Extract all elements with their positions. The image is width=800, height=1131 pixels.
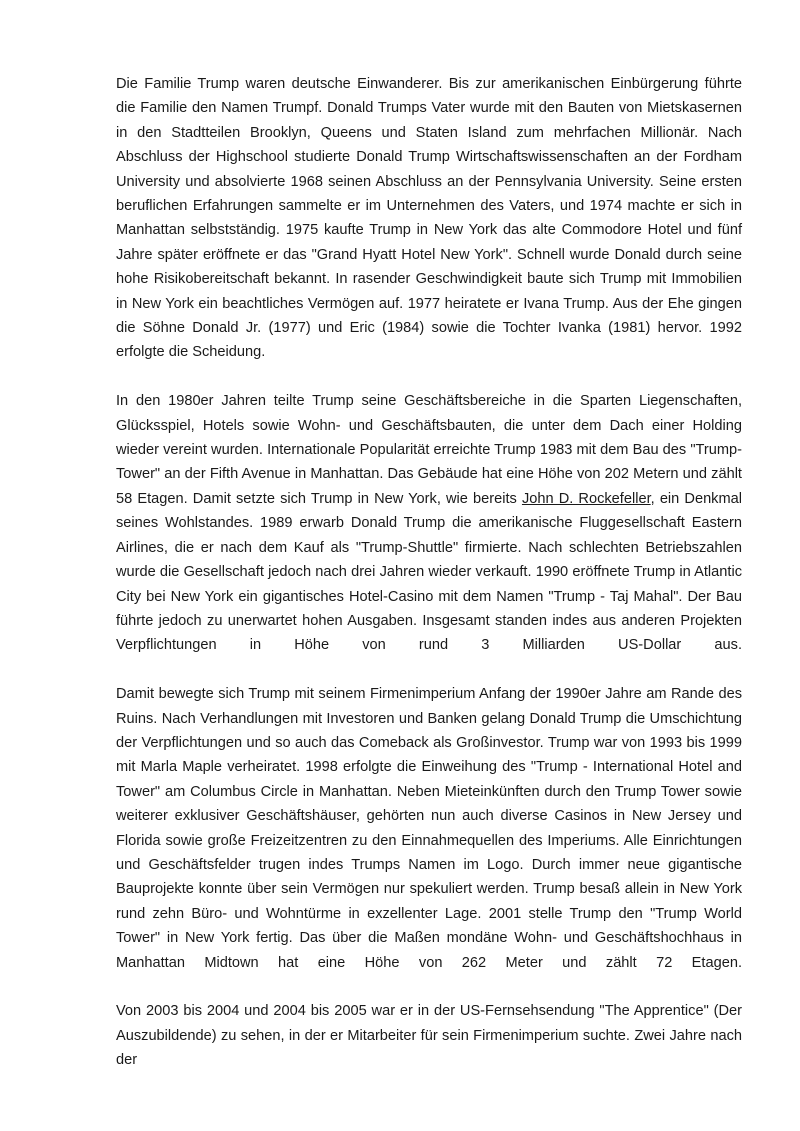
paragraph-1990s-comeback: Damit bewegte sich Trump mit seinem Firmenimperium Anfang der 1990er Jahre am Rande des Ruins. Nach Verhandlungen mit Investoren und Banken gelang Donald Trump die Umschichtung der Verpflichtungen und so auch das Comeback als Großinvestor. Trump war von 1993 bis 1999 mit Marla Maple verheiratet. 1998 erfolgte die Einweihung des "Trump - International Hotel and Tower" am Columbus Circle in Manhattan. Neben Mieteinkünften durch den Trump Tower sowie weiterer exklusiver Geschäftshäuser, gehörten nun auch diverse Casinos in New Jersey und Florida sowie große Freizeitzentren zu den Einnahmequellen des Imperiums. Alle Einrichtungen und Geschäftsfelder trugen indes Trumps Namen im Logo. Durch immer neue gigantische Bauprojekte konnte über sein Vermögen nur spekuliert werden. Trump besaß allein in New York rund zehn Büro- und Wohntürme in exzellenter Lage. 2001 stelle Trump den "Trump World Tower" in New York fertig. Das über die Maßen mondäne Wohn- und Geschäftshochhaus in Manhattan Midtown hat eine Höhe von 262 Meter und zählt 72 Etagen. bbox=[116, 686, 742, 971]
paragraph-text-after-link: , ein Denkmal seines Wohlstandes. 1989 erwarb Donald Trump die amerikanische Fluggesellschaft Eastern Airlines, die er nach dem Kauf als "Trump-Shuttle" firmierte. Nach schlechten Betriebszahlen wurde die Gesellschaft jedoch nach drei Jahren wieder verkauft. 1990 eröffnete Trump in Atlantic City bei New York ein gigantisches Hotel-Casino mit dem Namen "Trump - Taj Mahal". Der Bau führte jedoch zu unerwartet hohen Ausgaben. Insgesamt standen indes aus anderen Projekten Verpflichtungen in Höhe von rund 3 Milliarden US-Dollar aus. bbox=[116, 490, 742, 654]
rockefeller-link[interactable]: John D. Rockefeller bbox=[521, 490, 651, 507]
paragraph-apprentice: Von 2003 bis 2004 und 2004 bis 2005 war er in der US-Fernsehsendung "The Apprentice" (Der Auszubildende) zu sehen, in der er Mitarbeiter für sein Firmenimperium suchte. Zwei Jahre nach der bbox=[116, 1003, 742, 1069]
paragraph-family-history: Die Familie Trump waren deutsche Einwanderer. Bis zur amerikanischen Einbürgerung führte die Familie den Namen Trumpf. Donald Trumps Vater wurde mit den Bauten von Mietskasernen in den Stadtteilen Brooklyn, Queens und Staten Island zum mehrfachen Millionär. Nach Abschluss der Highschool studierte Donald Trump Wirtschaftswissenschaften an der Fordham University und absolvierte 1968 seinen Abschluss an der Pennsylvania University. Seine ersten beruflichen Erfahrungen sammelte er im Unternehmen des Vaters, und 1974 machte er sich in Manhattan selbstständig. 1975 kaufte Trump in New York das alte Commodore Hotel und fünf Jahre später eröffnete er das "Grand Hyatt Hotel New York". Schnell wurde Donald durch seine hohe Risikobereitschaft bekannt. In rasender Geschwindigkeit baute sich Trump mit Immobilien in New York ein beachtliches Vermögen auf. 1977 heiratete er Ivana Trump. Aus der Ehe gingen die Söhne Donald Jr. (1977) und Eric (1984) sowie die Tochter Ivanka (1981) hervor. 1992 erfolgte die Scheidung. bbox=[116, 76, 742, 361]
paragraph-1980s-business bbox=[116, 389, 742, 657]
document-page bbox=[116, 72, 742, 1097]
paragraph-text-before-link: In den 1980er Jahren teilte Trump seine Geschäftsbereiche in die Sparten Liegenschaften, Glücksspiel, Hotels sowie Wohn- und Geschäftsbauten, die unter dem Dach einer Holding wieder vereint wurden. Internationale Popularität erreichte Trump 1983 mit dem Bau des "Trump-Tower" an der Fifth Avenue in Manhattan. Das Gebäude hat eine Höhe von 202 Metern und zählt 58 Etagen. Damit setzte sich Trump in New York, wie bereits bbox=[116, 393, 742, 507]
